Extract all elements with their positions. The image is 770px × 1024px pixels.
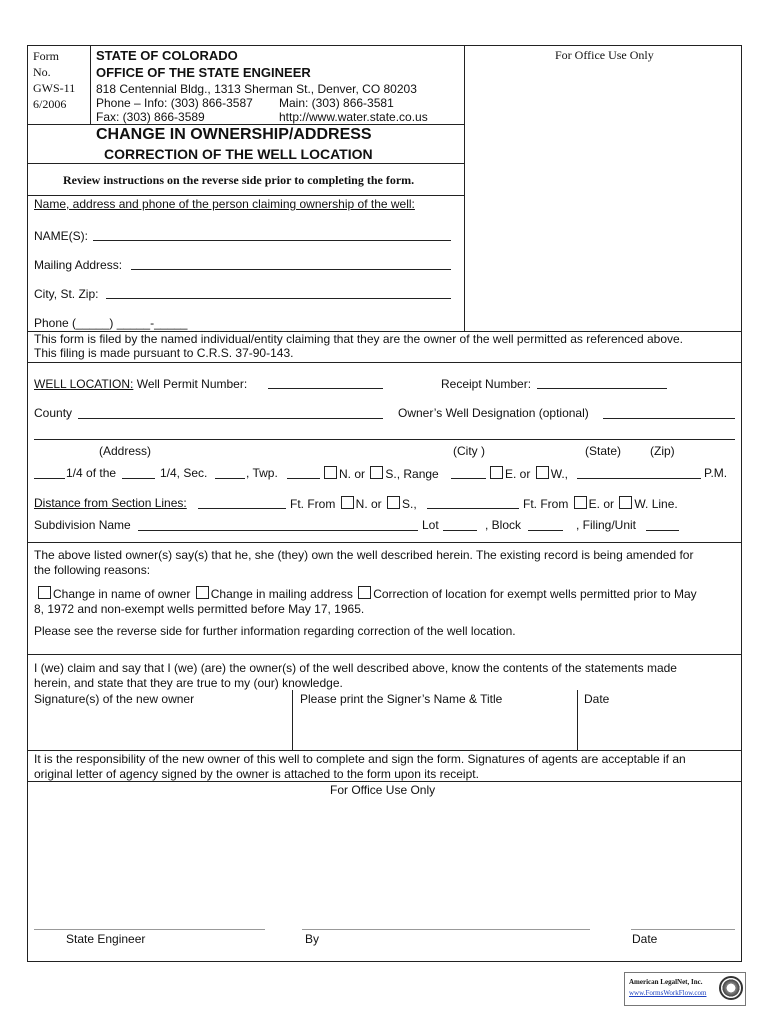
reasons-intro	[34, 548, 693, 578]
state-engineer-signature-line[interactable]	[34, 929, 265, 930]
distance-section-lines-label: Distance from Section Lines:	[34, 496, 187, 510]
claim-line-2: herein, and state that they are true to my (our) knowledge.	[34, 676, 343, 690]
south-range-label: S., Range	[385, 467, 439, 481]
form-label-block	[33, 48, 75, 112]
responsibility-line-2: original letter of agency signed by the owner is attached to the form upon its receipt.	[34, 767, 479, 781]
reverse-side-note: Please see the reverse side for further information regarding correction of the well location.	[34, 624, 516, 638]
print-name-title-label: Please print the Signer’s Name & Title	[300, 692, 503, 706]
receipt-number-label: Receipt Number:	[441, 377, 532, 391]
city-st-zip-field[interactable]	[106, 298, 451, 299]
distance-ew-field[interactable]	[427, 508, 519, 509]
responsibility-line-1: It is the responsibility of the new owner of this well to complete and sign the form. Signatures of agents are acceptable if an	[34, 752, 686, 766]
office-date-line[interactable]	[631, 929, 735, 930]
subdivision-label: Subdivision Name	[34, 518, 131, 532]
filing-statement	[34, 332, 683, 360]
reasons-intro-line-2: the following reasons:	[34, 563, 151, 577]
city-st-zip-label: City, St. Zip:	[34, 287, 99, 301]
office-use-label-bottom: For Office Use Only	[330, 783, 436, 797]
well-location-label: WELL LOCATION:	[34, 377, 134, 391]
township-south-checkbox[interactable]	[370, 466, 383, 479]
reason-options	[36, 586, 697, 617]
distance-east-checkbox[interactable]	[574, 496, 587, 509]
section-field[interactable]	[215, 478, 245, 479]
responsibility-statement	[34, 752, 686, 782]
form-no-label: No.	[33, 65, 51, 79]
distance-west-checkbox[interactable]	[619, 496, 632, 509]
quarter-field[interactable]	[34, 478, 65, 479]
form-title: CHANGE IN OWNERSHIP/ADDRESS	[96, 126, 372, 143]
office-date-label: Date	[632, 932, 658, 946]
instructions-note: Review instructions on the reverse side prior to completing the form.	[63, 173, 415, 187]
state-name: STATE OF COLORADO	[96, 48, 238, 63]
owner-designation-field[interactable]	[603, 418, 735, 419]
correction-location-checkbox[interactable]	[358, 586, 371, 599]
change-mailing-checkbox[interactable]	[196, 586, 209, 599]
township-direction	[322, 466, 439, 481]
form-subtitle: CORRECTION OF THE WELL LOCATION	[104, 146, 373, 162]
subdivision-field[interactable]	[138, 530, 418, 531]
footer-company: American LegalNet, Inc.	[629, 978, 703, 986]
county-field[interactable]	[78, 418, 383, 419]
by-label: By	[305, 932, 320, 946]
filing-unit-field[interactable]	[646, 530, 679, 531]
township-north-checkbox[interactable]	[324, 466, 337, 479]
signature-owner-label: Signature(s) of the new owner	[34, 692, 195, 706]
mailing-address-label: Mailing Address:	[34, 258, 123, 272]
state-caption: (State)	[585, 444, 622, 458]
change-mailing-label: Change in mailing address	[210, 587, 353, 601]
west-label: W.,	[550, 467, 569, 481]
address-caption: (Address)	[99, 444, 152, 458]
principal-meridian-field[interactable]	[577, 478, 701, 479]
range-field[interactable]	[451, 478, 486, 479]
lot-field[interactable]	[443, 530, 477, 531]
owner-section-heading: Name, address and phone of the person claiming ownership of the well:	[34, 197, 415, 211]
form-id: GWS-11	[33, 81, 76, 95]
change-name-checkbox[interactable]	[38, 586, 51, 599]
block-field[interactable]	[528, 530, 563, 531]
distance-ns-field[interactable]	[198, 508, 286, 509]
township-label: , Twp.	[246, 466, 278, 480]
quarter-quarter-field[interactable]	[122, 478, 155, 479]
west-line-label: W. Line.	[634, 497, 678, 511]
filing-line-1: This form is filed by the named individual/entity claiming that they are the owner of the well permitted as referenced above.	[34, 332, 684, 346]
range-direction	[488, 466, 568, 481]
by-signature-line[interactable]	[302, 929, 590, 930]
reasons-intro-line-1: The above listed owner(s) say(s) that he, she (they) own the well described herein. The existing record is being amended for	[34, 548, 694, 562]
phone-field[interactable]: Phone (_____) _____-_____	[34, 316, 188, 330]
form-date: 6/2006	[33, 97, 67, 111]
distance-ew-direction	[523, 496, 678, 511]
fax-number: Fax: (303) 866-3589	[96, 110, 205, 124]
correction-location-label-2: 8, 1972 and non-exempt wells permitted before May 17, 1965.	[34, 602, 365, 616]
well-permit-label: Well Permit Number:	[136, 377, 248, 391]
city-caption: (City )	[453, 444, 485, 458]
filing-unit-label: , Filing/Unit	[576, 518, 637, 532]
section-label: 1/4, Sec.	[160, 466, 208, 480]
zip-caption: (Zip)	[650, 444, 675, 458]
owner-designation-label: Owner’s Well Designation (optional)	[398, 406, 589, 420]
claim-line-1: I (we) claim and say that I (we) (are) the owner(s) of the well described above, know the contents of the statements made	[34, 661, 677, 675]
correction-location-label: Correction of location for exempt wells permitted prior to May	[373, 587, 697, 601]
print-name-field[interactable]	[295, 708, 575, 748]
range-west-checkbox[interactable]	[536, 466, 549, 479]
township-field[interactable]	[287, 478, 320, 479]
well-address-field[interactable]	[34, 439, 735, 440]
signature-date-field[interactable]	[580, 708, 738, 748]
agency-website[interactable]: http://www.water.state.co.us	[279, 110, 428, 124]
ft-from-label-1: Ft. From	[290, 497, 336, 511]
mailing-address-field[interactable]	[131, 269, 451, 270]
distance-north-checkbox[interactable]	[341, 496, 354, 509]
state-engineer-label: State Engineer	[66, 932, 146, 946]
phone-info: Phone – Info: (303) 866-3587	[96, 96, 253, 110]
east-or-label-2: E. or	[588, 497, 615, 511]
quarter-of-label: 1/4 of the	[66, 466, 117, 480]
north-or-label: N. or	[339, 467, 366, 481]
office-name: OFFICE OF THE STATE ENGINEER	[96, 65, 311, 80]
east-or-label: E. or	[505, 467, 531, 481]
office-use-label-top: For Office Use Only	[555, 48, 654, 62]
distance-ns-direction	[290, 496, 417, 511]
agency-name-block	[96, 47, 311, 81]
agency-address: 818 Centennial Bldg., 1313 Sherman St., Denver, CO 80203	[96, 82, 417, 96]
footer-url[interactable]: www.FormsWorkFlow.com	[629, 989, 707, 997]
block-label: , Block	[485, 518, 522, 532]
change-name-label: Change in name of owner	[53, 587, 191, 601]
well-location-row	[34, 377, 247, 391]
american-legalnet-logo-icon	[719, 976, 743, 1000]
receipt-number-field[interactable]	[537, 388, 667, 389]
names-label: NAME(S):	[34, 229, 88, 243]
filing-line-2: This filing is made pursuant to C.R.S. 37-90-143.	[34, 346, 294, 360]
north-or-label-2: N. or	[355, 497, 382, 511]
ft-from-label-2: Ft. From	[523, 497, 569, 511]
signature-field[interactable]	[30, 708, 290, 748]
signature-date-label: Date	[584, 692, 610, 706]
phone-main: Main: (303) 866-3581	[279, 96, 394, 110]
distance-south-checkbox[interactable]	[387, 496, 400, 509]
county-label: County	[34, 406, 73, 420]
claim-statement	[34, 661, 677, 691]
names-field[interactable]	[93, 240, 451, 241]
form-label: Form	[33, 49, 60, 63]
well-permit-field[interactable]	[268, 388, 383, 389]
pm-label: P.M.	[704, 466, 728, 480]
lot-label: Lot	[422, 518, 439, 532]
range-east-checkbox[interactable]	[490, 466, 503, 479]
south-label-2: S.,	[402, 497, 417, 511]
